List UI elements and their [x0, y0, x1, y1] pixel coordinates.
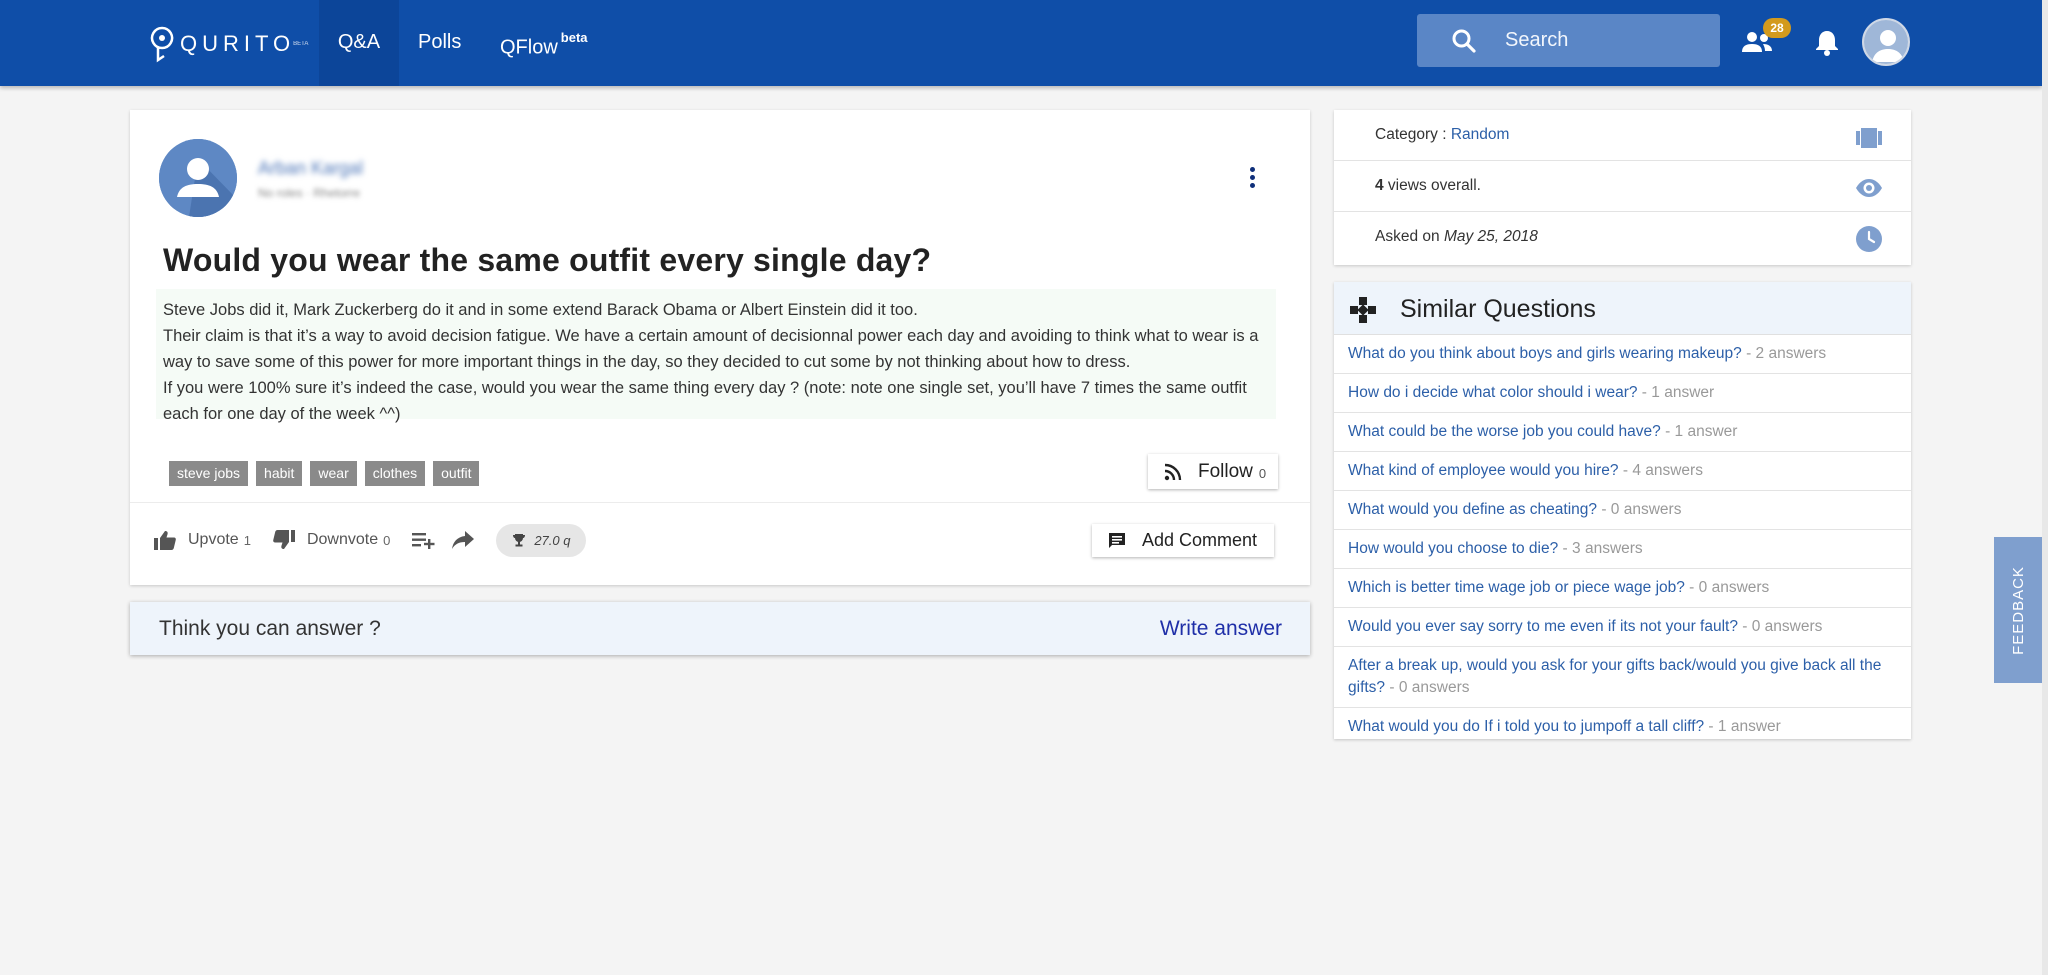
- answer-count: - 0 answers: [1684, 579, 1770, 596]
- similar-question-link[interactable]: How would you choose to die?: [1348, 540, 1559, 557]
- similar-question-link[interactable]: Would you ever say sorry to me even if its not your fault?: [1348, 618, 1738, 635]
- divider: [130, 502, 1310, 503]
- similar-question-link[interactable]: Which is better time wage job or piece wage job?: [1348, 579, 1685, 596]
- user-avatar-icon: [1864, 20, 1910, 66]
- nav-qflow-tab[interactable]: [482, 0, 606, 86]
- clock-icon: [1855, 225, 1883, 253]
- category-label: Category :: [1375, 126, 1451, 143]
- similar-question-link[interactable]: What do you think about boys and girls wearing makeup?: [1348, 345, 1742, 362]
- eye-icon: [1855, 174, 1883, 202]
- question-body-line: Their claim is that it’s a way to avoid decision fatigue. We have a certain amount of decisionnal power each day and avoiding to think what to wear is a way to save some of this power for more important things in the day, so they decided to cut some by not thinking about how to dress.: [163, 327, 1259, 371]
- question-body-line: If you were 100% sure it’s indeed the case, would you wear the same thing every day ? (note: note one single set, you’ll have 7 times the same outfit each for one day of the week ^^): [163, 379, 1247, 423]
- logo-beta: BETA: [293, 41, 309, 47]
- logo-text: QURITO: [180, 31, 296, 56]
- answer-count: - 2 answers: [1741, 345, 1827, 362]
- similar-questions-list: [1334, 335, 1911, 746]
- views-row: [1334, 161, 1911, 212]
- add-comment-button[interactable]: [1092, 524, 1274, 557]
- views-count: 4: [1375, 177, 1384, 194]
- category-link[interactable]: Random: [1450, 126, 1510, 143]
- tag-habit[interactable]: habit: [256, 461, 302, 486]
- nav-polls-tab[interactable]: Polls: [418, 31, 462, 53]
- list-item: [1334, 491, 1911, 530]
- downvote-button[interactable]: [273, 530, 390, 550]
- follow-count: 0: [1258, 465, 1267, 481]
- tag-steve-jobs[interactable]: steve jobs: [169, 461, 248, 486]
- similar-questions-title: Similar Questions: [1400, 295, 1596, 323]
- views-suffix: views overall.: [1383, 177, 1481, 194]
- thumbs-up-icon: [154, 530, 176, 550]
- bell-icon[interactable]: [1814, 28, 1840, 56]
- answer-count: - 0 answers: [1737, 618, 1823, 635]
- playlist-add-icon: [412, 530, 436, 550]
- asked-row: [1334, 212, 1911, 263]
- question-title: Would you wear the same outfit every single day?: [163, 242, 932, 278]
- feedback-tab[interactable]: [1994, 537, 2042, 683]
- answer-count: - 1 answer: [1637, 384, 1715, 401]
- share-arrow-icon: [452, 531, 474, 549]
- question-info-card: [1334, 110, 1911, 265]
- qurito-logo[interactable]: [148, 24, 308, 64]
- question-body: [156, 289, 1276, 423]
- list-item: [1334, 374, 1911, 413]
- question-card: [130, 110, 1310, 585]
- similar-question-link[interactable]: What could be the worse job you could have?: [1348, 423, 1661, 440]
- list-item: [1334, 452, 1911, 491]
- similar-question-link[interactable]: How do i decide what color should i wear?: [1348, 384, 1638, 401]
- list-item: [1334, 708, 1911, 746]
- similar-question-link[interactable]: What kind of employee would you hire?: [1348, 462, 1619, 479]
- similar-question-link[interactable]: After a break up, would you ask for your gifts back/would you give back all the gifts?: [1348, 657, 1882, 696]
- search-icon: [1451, 28, 1477, 54]
- question-actions: [154, 525, 586, 555]
- downvote-count: 0: [383, 532, 391, 548]
- follow-button[interactable]: [1148, 454, 1278, 489]
- answer-prompt-text: Think you can answer ?: [159, 617, 381, 640]
- add-to-list-button[interactable]: [412, 530, 436, 550]
- search-placeholder: Search: [1505, 29, 1569, 51]
- search-box[interactable]: [1417, 14, 1720, 67]
- list-item: [1334, 608, 1911, 647]
- follow-label: Follow: [1198, 460, 1253, 482]
- answer-count: - 4 answers: [1618, 462, 1703, 479]
- thumbs-down-icon: [273, 530, 295, 550]
- downvote-label: Downvote: [306, 531, 379, 548]
- notification-count-badge: 28: [1763, 18, 1791, 38]
- rss-icon: [1164, 463, 1182, 481]
- top-navbar: [0, 0, 2042, 86]
- upvote-label: Upvote: [188, 531, 239, 548]
- answer-count: - 0 answers: [1597, 501, 1682, 518]
- list-item: [1334, 569, 1911, 608]
- similar-questions-card: [1334, 282, 1911, 739]
- answer-count: - 1 answer: [1704, 718, 1781, 735]
- category-icon: [1855, 123, 1883, 151]
- list-item: [1334, 530, 1911, 569]
- logo-mark-icon: [148, 24, 176, 64]
- answer-count: - 3 answers: [1558, 540, 1643, 557]
- trophy-icon: [512, 533, 526, 547]
- asked-date: May 25, 2018: [1443, 228, 1538, 245]
- nav-qflow-label: QFlow: [500, 36, 558, 59]
- upvote-count: 1: [243, 532, 251, 548]
- category-row: [1334, 110, 1911, 161]
- share-button[interactable]: [452, 531, 474, 549]
- write-answer-link[interactable]: Write answer: [1159, 617, 1282, 640]
- similar-question-link[interactable]: What would you do If i told you to jumpoff a tall cliff?: [1348, 718, 1705, 735]
- asked-label: Asked on: [1375, 228, 1444, 245]
- feedback-label: FEEDBACK: [2009, 565, 2027, 655]
- similar-question-link[interactable]: What would you define as cheating?: [1348, 501, 1598, 518]
- puzzle-icon: [1349, 296, 1377, 324]
- tag-list: [169, 461, 479, 486]
- upvote-button[interactable]: [154, 530, 251, 550]
- author-meta: No roles · Rhetorre: [258, 186, 361, 200]
- comment-icon: [1108, 532, 1126, 550]
- answer-count: - 0 answers: [1385, 679, 1470, 696]
- answer-count: - 1 answer: [1660, 423, 1738, 440]
- more-options-icon[interactable]: [1249, 167, 1257, 191]
- tag-clothes[interactable]: clothes: [365, 461, 425, 486]
- list-item: [1334, 413, 1911, 452]
- tag-outfit[interactable]: outfit: [433, 461, 479, 486]
- user-avatar[interactable]: [1862, 18, 1910, 66]
- add-comment-label: Add Comment: [1142, 530, 1258, 550]
- score-pill: [496, 524, 586, 557]
- tag-wear[interactable]: wear: [310, 461, 356, 486]
- answer-prompt-bar: [130, 602, 1310, 655]
- list-item: [1334, 647, 1911, 708]
- author-avatar[interactable]: [159, 139, 237, 217]
- score-value: 27.0 q: [534, 532, 571, 548]
- nav-qflow-beta: beta: [560, 30, 588, 45]
- nav-qa-tab[interactable]: Q&A: [319, 0, 399, 86]
- author-avatar-icon: [159, 139, 237, 217]
- similar-questions-header: [1334, 282, 1911, 335]
- author-name[interactable]: Arban Kargal: [258, 158, 364, 178]
- page-scrollbar[interactable]: [2042, 0, 2048, 975]
- list-item: [1334, 335, 1911, 374]
- question-body-line: Steve Jobs did it, Mark Zuckerberg do it and in some extend Barack Obama or Albert Einstein did it too.: [163, 301, 918, 319]
